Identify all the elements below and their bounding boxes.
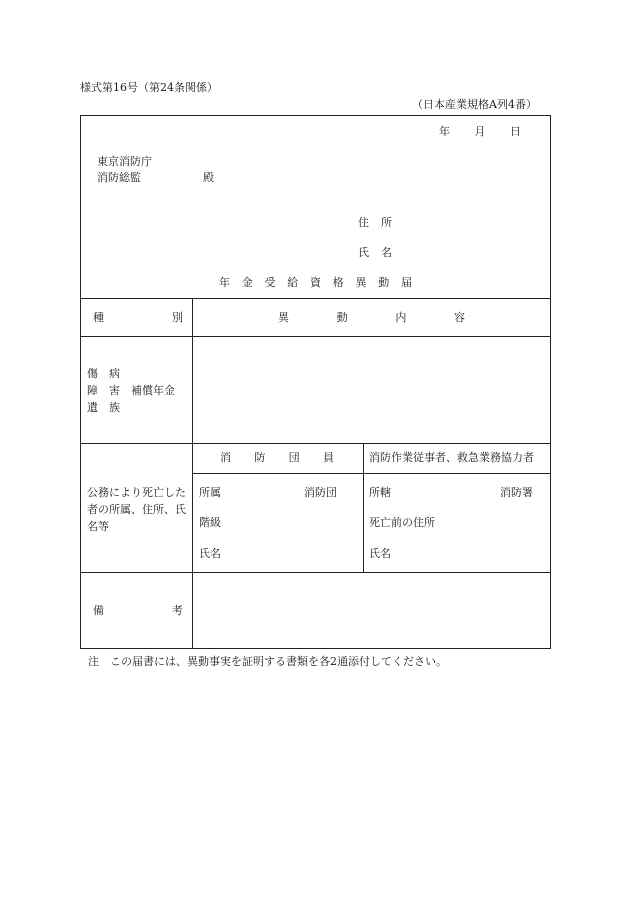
divider bbox=[81, 298, 550, 299]
address-before-death-label: 死亡前の住所 bbox=[369, 516, 435, 529]
pension-types bbox=[87, 365, 191, 416]
rank-label: 階級 bbox=[199, 516, 221, 529]
footnote: 注 この届書には、異動事実を証明する書類を各2通添付してください。 bbox=[88, 655, 447, 668]
address-field[interactable] bbox=[401, 214, 541, 230]
fire-corps-suffix: 消防団 bbox=[304, 486, 337, 499]
affiliation-label: 所属 bbox=[199, 486, 221, 499]
addressee-honorific: 殿 bbox=[203, 171, 214, 184]
deceased-name-label: 氏名 bbox=[199, 547, 221, 560]
rank-field[interactable] bbox=[223, 514, 353, 530]
column-divider bbox=[363, 443, 364, 572]
form-number: 様式第16号（第24条関係） bbox=[80, 81, 218, 94]
remarks-field[interactable] bbox=[193, 573, 550, 648]
workers-header: 消防作業従事者、救急業務協力者 bbox=[369, 451, 534, 464]
date-line bbox=[439, 126, 521, 137]
change-content-field[interactable] bbox=[193, 337, 550, 443]
col-header-type: 種 別 bbox=[93, 311, 183, 324]
paper-size: （日本産業規格A列4番） bbox=[412, 98, 537, 111]
worker-name-label: 氏名 bbox=[369, 547, 391, 560]
pension-type-survivor: 遺 族 bbox=[87, 401, 120, 414]
form-box bbox=[80, 115, 551, 649]
pension-type-injury: 傷 病 bbox=[87, 367, 120, 380]
name-field[interactable] bbox=[401, 244, 541, 260]
col-header-content: 異 動 内 容 bbox=[278, 311, 465, 324]
addressee-org: 東京消防庁 bbox=[97, 155, 152, 168]
date-day[interactable]: 日 bbox=[510, 125, 521, 138]
address-before-death-field[interactable] bbox=[439, 514, 544, 530]
affiliation-field[interactable] bbox=[223, 484, 301, 500]
form-title: 年 金 受 給 資 格 異 動 届 bbox=[219, 276, 412, 289]
addressee-title: 消防総監 bbox=[97, 171, 141, 184]
fire-corps-header: 消 防 団 員 bbox=[220, 451, 334, 464]
jurisdiction-label: 所轄 bbox=[369, 486, 391, 499]
divider bbox=[81, 443, 550, 444]
fire-station-suffix: 消防署 bbox=[500, 486, 533, 499]
remarks-label: 備 考 bbox=[93, 604, 183, 617]
name-label: 氏 名 bbox=[358, 246, 392, 259]
date-month[interactable]: 月 bbox=[474, 125, 486, 138]
divider bbox=[192, 473, 550, 474]
address-label: 住 所 bbox=[358, 216, 392, 229]
date-year[interactable]: 年 bbox=[439, 125, 450, 138]
pension-type-disability: 障 害 補償年金 bbox=[87, 384, 175, 397]
deceased-name-field[interactable] bbox=[223, 545, 353, 561]
worker-name-field[interactable] bbox=[393, 545, 543, 561]
death-label: 公務により死亡した者の所属、住所、氏名等 bbox=[87, 486, 186, 533]
jurisdiction-field[interactable] bbox=[393, 484, 497, 500]
